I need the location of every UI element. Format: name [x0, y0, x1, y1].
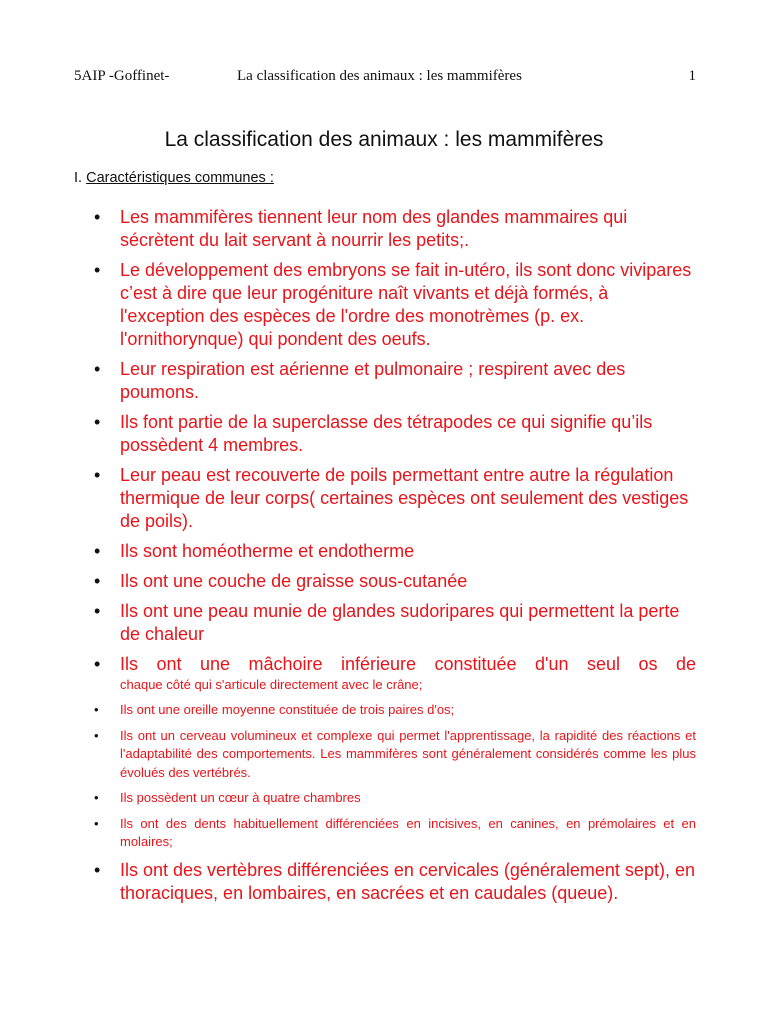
header-left: 5AIP -Goffinet- [74, 68, 170, 84]
bullet-icon: • [94, 654, 101, 674]
list-item-text: Ils possèdent un cœur à quatre chambres [120, 790, 361, 805]
list-item [94, 358, 696, 404]
list-item [94, 540, 696, 563]
list-item-text: Ils ont des dents habituellement différenciées en incisives, en canines, en prémolaires et en molaires; [120, 815, 696, 849]
list-item-text: Ils ont une oreille moyenne constituée de trois paires d'os; [120, 702, 455, 717]
list-item [94, 570, 696, 593]
list-item-text: Le développement des embryons se fait in-utéro, ils sont donc vivipares c’est à dire que leur progéniture naît vivants et déjà formés, à l'exception des espèces de l'ordre des monotrèmes (p. ex. l'ornithorynque) qui pondent des oeufs. [120, 260, 692, 349]
list-item-text: Leur respiration est aérienne et pulmonaire ; respirent avec des poumons. [120, 359, 626, 402]
list-item-text: Les mammifères tiennent leur nom des glandes mammaires qui sécrètent du lait servant à nourrir les petits;. [120, 207, 628, 250]
bullet-icon: • [94, 790, 99, 805]
list-item-text: Ils ont des vertèbres différenciées en cervicales (généralement sept), en thoraciques, en lombaires, en sacrées et en caudales (queue). [120, 859, 695, 903]
bullet-icon: • [94, 359, 101, 379]
list-item-text: Ils ont une mâchoire inférieure constituée d'un seul os de [120, 654, 696, 674]
list-item [94, 464, 696, 533]
list-item-text: Ils ont un cerveau volumineux et complexe qui permet l'apprentissage, la rapidité des réactions et l'adaptabilité des comportements. Les mammifères sont généralement considérés comme les plus évolués des vertébrés. [120, 727, 696, 780]
bullet-icon: • [94, 412, 101, 432]
list-item [94, 411, 696, 457]
list-item [94, 859, 696, 905]
document-title: La classification des animaux : les mammifères [164, 128, 604, 151]
bullet-icon: • [94, 541, 101, 561]
bullet-icon: • [94, 859, 101, 880]
page-number: 1 [688, 68, 696, 84]
header-title: La classification des animaux : les mammifères [237, 68, 522, 84]
list-item [94, 653, 696, 694]
characteristics-list [94, 206, 696, 912]
list-item [94, 259, 696, 351]
bullet-icon: • [94, 207, 101, 227]
list-item-text-continued: chaque côté qui s'articule directement avec le crâne; [120, 677, 423, 692]
list-item-text: Ils ont une couche de graisse sous-cutanée [120, 571, 468, 591]
list-item [94, 600, 696, 646]
list-item-text: Ils font partie de la superclasse des tétrapodes ce qui signifie qu’ils possèdent 4 membres. [120, 412, 653, 455]
list-item-text: Ils ont une peau munie de glandes sudoripares qui permettent la perte de chaleur [120, 601, 680, 644]
bullet-icon: • [94, 727, 99, 743]
section-number: I. [74, 170, 87, 186]
list-item [94, 727, 696, 783]
bullet-icon: • [94, 702, 99, 717]
list-item-text: Leur peau est recouverte de poils permettant entre autre la régulation thermique de leur corps( certaines espèces ont seulement des vestiges de poils). [120, 465, 689, 531]
bullet-icon: • [94, 571, 101, 591]
list-item [94, 701, 696, 720]
bullet-icon: • [94, 601, 101, 621]
list-item [94, 789, 696, 808]
section-heading [74, 170, 274, 186]
bullet-icon: • [94, 465, 101, 485]
list-item-text: Ils sont homéotherme et endotherme [120, 541, 415, 561]
list-item [94, 815, 696, 852]
page-header [74, 68, 696, 88]
section-heading-text: Caractéristiques communes : [86, 170, 274, 186]
bullet-icon: • [94, 815, 99, 831]
bullet-icon: • [94, 260, 101, 280]
list-item [94, 206, 696, 252]
